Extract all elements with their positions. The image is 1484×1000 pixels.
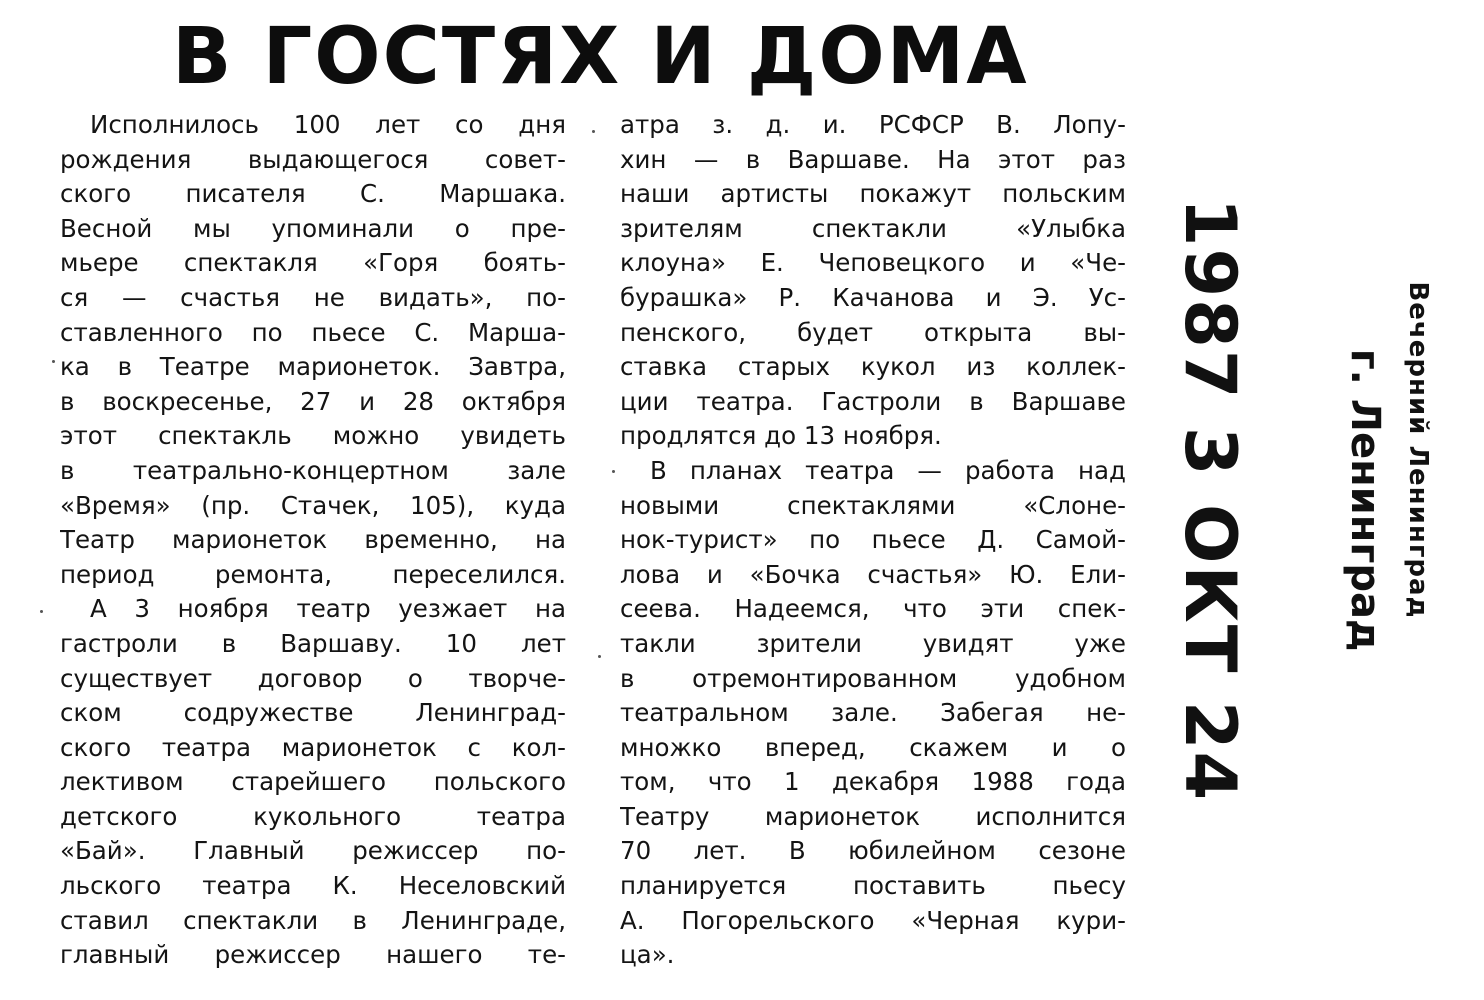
print-speck <box>598 655 601 658</box>
text-line: период ремонта, переселился. <box>60 559 566 589</box>
newspaper-stamp-text: Вечерний Ленинград <box>1403 281 1433 619</box>
text-line: мьере спектакля «Горя боять- <box>60 248 566 278</box>
text-line: льского театра К. Неселовский <box>60 871 566 901</box>
text-line: ца». <box>620 940 675 970</box>
text-line: в воскресенье, 27 и 28 октября <box>60 386 566 416</box>
text-line: бурашка» Р. Качанова и Э. Ус- <box>620 282 1126 312</box>
text-line: сеева. Надеемся, что эти спек- <box>620 594 1126 624</box>
text-line: множко вперед, скажем и о <box>620 732 1126 762</box>
text-line: ском содружестве Ленинград- <box>60 698 566 728</box>
text-line: А. Погорельского «Черная кури- <box>620 905 1126 935</box>
text-line: новыми спектаклями «Слоне- <box>620 490 1126 520</box>
text-line: атра з. д. и. РСФСР В. Лопу- <box>620 110 1126 139</box>
text-line: в театрально-концертном зале <box>60 455 566 485</box>
text-line: пенского, будет открыта вы- <box>620 317 1126 347</box>
text-line: такли зрители увидят уже <box>620 628 1126 658</box>
text-line: этот спектакль можно увидеть <box>60 421 566 451</box>
article-headline: В ГОСТЯХ И ДОМА <box>172 12 1029 102</box>
text-line: ского писателя С. Маршака. <box>60 179 566 209</box>
print-speck <box>52 360 55 363</box>
article-column-right <box>620 108 1126 973</box>
text-line: зрителям спектакли «Улыбка <box>620 213 1126 243</box>
text-line: ставленного по пьесе С. Марша- <box>60 317 566 347</box>
text-line: ся — счастья не видать», по- <box>60 282 566 312</box>
text-line: Исполнилось 100 лет со дня <box>90 110 566 139</box>
text-line: лективом старейшего польского <box>60 767 566 797</box>
text-line: нок-турист» по пьесе Д. Самой- <box>620 525 1126 555</box>
print-speck <box>40 610 43 613</box>
text-line: планируется поставить пьесу <box>620 871 1126 901</box>
text-line: хин — в Варшаве. На этот раз <box>620 144 1126 174</box>
city-stamp-text: г. Ленинград <box>1342 348 1388 652</box>
print-speck <box>592 130 595 133</box>
text-line: В планах театра — работа над <box>650 455 1126 485</box>
text-line: ка в Театре марионеток. Завтра, <box>60 352 566 382</box>
print-speck <box>612 470 615 473</box>
date-stamp-text: 1987 3 ОКТ 24 <box>1169 197 1251 803</box>
text-line: театральном зале. Забегая не- <box>620 698 1126 728</box>
text-line: «Время» (пр. Стачек, 105), куда <box>60 490 566 520</box>
text-line: 70 лет. В юбилейном сезоне <box>620 836 1126 866</box>
text-line: рождения выдающегося совет- <box>60 144 566 174</box>
text-line: гастроли в Варшаву. 10 лет <box>60 628 566 658</box>
text-line: главный режиссер нашего те- <box>60 940 566 970</box>
text-line: том, что 1 декабря 1988 года <box>620 767 1126 797</box>
text-line: ского театра марионеток с кол- <box>60 732 566 762</box>
text-line: Театру марионеток исполнится <box>620 801 1126 831</box>
text-line: Весной мы упоминали о пре- <box>60 213 566 243</box>
text-line: детского кукольного театра <box>60 801 566 831</box>
article-column-left <box>60 108 566 973</box>
text-line: клоуна» Е. Чеповецкого и «Че- <box>620 248 1126 278</box>
text-line: А 3 ноября театр уезжает на <box>90 594 566 624</box>
text-line: лова и «Бочка счастья» Ю. Ели- <box>620 559 1126 589</box>
text-line: Театр марионеток временно, на <box>60 525 566 555</box>
text-line: ции театра. Гастроли в Варшаве <box>620 386 1126 416</box>
text-line: ставил спектакли в Ленинграде, <box>60 905 566 935</box>
text-line: ставка старых кукол из коллек- <box>620 352 1126 382</box>
text-line: наши артисты покажут польским <box>620 179 1126 209</box>
text-line: продлятся до 13 ноября. <box>620 421 942 451</box>
text-line: существует договор о творче- <box>60 663 566 693</box>
text-line: в отремонтированном удобном <box>620 663 1126 693</box>
text-line: «Бай». Главный режиссер по- <box>60 836 566 866</box>
